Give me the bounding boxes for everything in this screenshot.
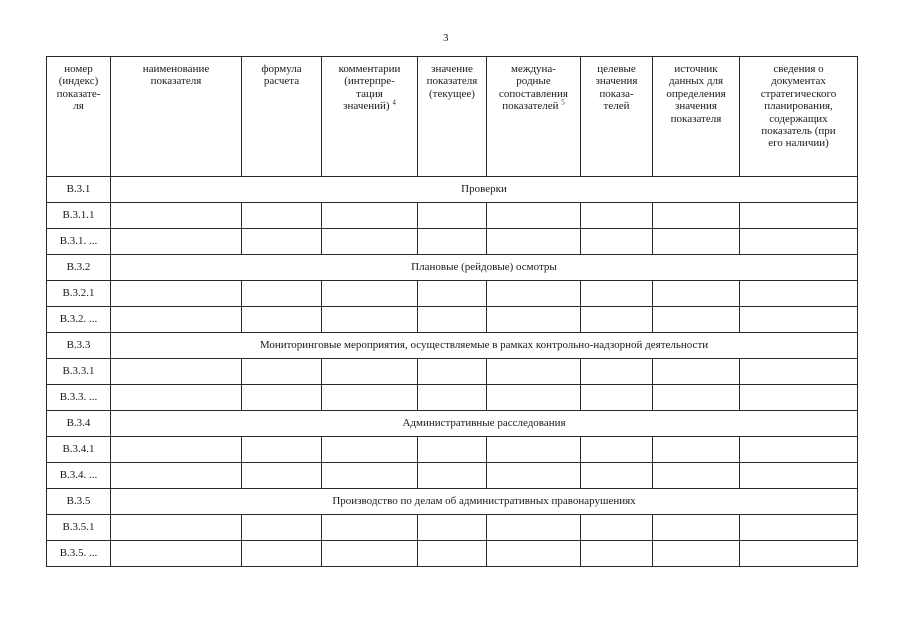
- row-code: B.3.3.1: [47, 359, 111, 385]
- header-international: [487, 57, 581, 177]
- empty-cell: [653, 229, 740, 255]
- empty-cell: [242, 359, 322, 385]
- empty-cell: [111, 463, 242, 489]
- empty-cell: [242, 463, 322, 489]
- empty-cell: [242, 307, 322, 333]
- section-title: Мониторинговые мероприятия, осуществляемые в рамках контрольно-надзорной деятельности: [111, 333, 858, 359]
- table-row: [47, 541, 858, 567]
- empty-cell: [581, 463, 653, 489]
- empty-cell: [322, 281, 418, 307]
- empty-cell: [242, 541, 322, 567]
- empty-cell: [111, 203, 242, 229]
- empty-cell: [242, 437, 322, 463]
- empty-cell: [111, 307, 242, 333]
- header-text-line: показателя: [150, 75, 202, 88]
- empty-cell: [581, 437, 653, 463]
- empty-cell: [653, 541, 740, 567]
- header-text-line: номер: [64, 63, 93, 75]
- row-code: B.3.4. ...: [47, 463, 111, 489]
- header-text-line: тация: [356, 87, 383, 100]
- header-text-line: наименование: [142, 63, 210, 75]
- empty-cell: [322, 307, 418, 333]
- empty-cell: [418, 229, 487, 255]
- header-text-line: значение: [431, 63, 473, 75]
- empty-cell: [418, 515, 487, 541]
- empty-cell: [111, 541, 242, 567]
- empty-cell: [740, 385, 858, 411]
- header-text-line: формула: [261, 63, 302, 75]
- empty-cell: [242, 229, 322, 255]
- empty-cell: [487, 463, 581, 489]
- header-text-line: показатель (при: [761, 125, 836, 138]
- empty-cell: [740, 359, 858, 385]
- empty-cell: [418, 203, 487, 229]
- header-text-line: значения: [595, 75, 638, 88]
- header-text-line: сопоставления: [498, 87, 568, 100]
- header-row: [47, 57, 858, 177]
- header-text-line: показателя: [426, 75, 478, 88]
- header-text-line: содержащих: [769, 112, 828, 125]
- header-text-line: расчета: [263, 75, 300, 88]
- empty-cell: [740, 229, 858, 255]
- empty-cell: [581, 229, 653, 255]
- row-code: B.3.5. ...: [47, 541, 111, 567]
- header-text-line: значения: [675, 100, 717, 113]
- empty-cell: [740, 515, 858, 541]
- empty-cell: [653, 203, 740, 229]
- empty-cell: [322, 463, 418, 489]
- table-row: [47, 515, 858, 541]
- header-text-line: показате-: [56, 87, 101, 100]
- empty-cell: [740, 463, 858, 489]
- empty-cell: [653, 281, 740, 307]
- header-comments: [322, 57, 418, 177]
- section-row: [47, 255, 858, 281]
- empty-cell: [242, 203, 322, 229]
- empty-cell: [653, 307, 740, 333]
- header-text-line: (индекс): [58, 75, 99, 88]
- empty-cell: [487, 359, 581, 385]
- empty-cell: [487, 385, 581, 411]
- empty-cell: [418, 437, 487, 463]
- empty-cell: [242, 281, 322, 307]
- empty-cell: [487, 515, 581, 541]
- empty-cell: [740, 307, 858, 333]
- section-title: Административные расследования: [111, 411, 858, 437]
- empty-cell: [322, 229, 418, 255]
- page-number: 3: [443, 32, 449, 44]
- header-current-value: [418, 57, 487, 177]
- empty-cell: [581, 541, 653, 567]
- header-formula: [242, 57, 322, 177]
- header-text-line: комментарии: [338, 63, 401, 75]
- empty-cell: [322, 437, 418, 463]
- footnote-marker: 5: [561, 98, 565, 107]
- table-row: [47, 307, 858, 333]
- table-row: [47, 463, 858, 489]
- header-text-line: его наличии): [768, 137, 829, 150]
- table-row: [47, 281, 858, 307]
- header-text-line: показателей $^5$: [502, 98, 565, 113]
- empty-cell: [242, 385, 322, 411]
- empty-cell: [111, 281, 242, 307]
- header-target-values: [581, 57, 653, 177]
- header-text-line: телей: [603, 100, 630, 113]
- section-title: Проверки: [111, 177, 858, 203]
- empty-cell: [740, 541, 858, 567]
- section-row: [47, 411, 858, 437]
- indicators-table: [46, 56, 858, 567]
- section-row: [47, 489, 858, 515]
- empty-cell: [418, 307, 487, 333]
- empty-cell: [653, 359, 740, 385]
- row-code: B.3.2: [47, 255, 111, 281]
- empty-cell: [418, 385, 487, 411]
- empty-cell: [111, 229, 242, 255]
- empty-cell: [581, 515, 653, 541]
- empty-cell: [740, 437, 858, 463]
- table-body: [47, 177, 858, 567]
- empty-cell: [487, 281, 581, 307]
- empty-cell: [322, 203, 418, 229]
- section-row: [47, 177, 858, 203]
- section-title: Плановые (рейдовые) осмотры: [111, 255, 858, 281]
- empty-cell: [242, 515, 322, 541]
- header-text-line: целевые: [597, 63, 636, 75]
- empty-cell: [111, 437, 242, 463]
- empty-cell: [111, 515, 242, 541]
- empty-cell: [653, 515, 740, 541]
- row-code: B.3.5.1: [47, 515, 111, 541]
- header-text-line: показа-: [599, 87, 634, 100]
- row-code: B.3.1. ...: [47, 229, 111, 255]
- header-text-line: сведения о: [773, 63, 824, 75]
- empty-cell: [111, 385, 242, 411]
- empty-cell: [653, 437, 740, 463]
- row-code: B.3.1.1: [47, 203, 111, 229]
- row-code: B.3.4: [47, 411, 111, 437]
- header-text-line: планирования,: [764, 100, 833, 113]
- table-row: [47, 437, 858, 463]
- table-row: [47, 203, 858, 229]
- header-text-line: документах: [771, 75, 826, 88]
- empty-cell: [111, 359, 242, 385]
- empty-cell: [418, 281, 487, 307]
- empty-cell: [322, 385, 418, 411]
- table-row: [47, 229, 858, 255]
- empty-cell: [581, 359, 653, 385]
- empty-cell: [487, 541, 581, 567]
- header-strategic-docs: [740, 57, 858, 177]
- row-code: B.3.2. ...: [47, 307, 111, 333]
- empty-cell: [653, 385, 740, 411]
- empty-cell: [653, 463, 740, 489]
- empty-cell: [418, 541, 487, 567]
- header-text-line: источник: [674, 63, 718, 75]
- section-title: Производство по делам об административных правонарушениях: [111, 489, 858, 515]
- row-code: B.3.4.1: [47, 437, 111, 463]
- empty-cell: [487, 229, 581, 255]
- header-text-line: данных для: [668, 75, 724, 88]
- header-text-line: значений) $^4$: [343, 98, 396, 113]
- header-text-line: показателя: [670, 112, 722, 125]
- table-row: [47, 385, 858, 411]
- header-text-line: родные: [516, 75, 551, 88]
- header-text-line: ля: [73, 100, 84, 113]
- footnote-marker: 4: [392, 98, 396, 107]
- row-code: B.3.5: [47, 489, 111, 515]
- header-text-line: междуна-: [511, 63, 556, 75]
- header-text-line: определения: [666, 87, 726, 100]
- empty-cell: [581, 281, 653, 307]
- empty-cell: [418, 463, 487, 489]
- empty-cell: [581, 307, 653, 333]
- empty-cell: [487, 203, 581, 229]
- empty-cell: [487, 437, 581, 463]
- empty-cell: [740, 281, 858, 307]
- section-row: [47, 333, 858, 359]
- empty-cell: [581, 203, 653, 229]
- table-row: [47, 359, 858, 385]
- header-text-line: (интерпре-: [344, 75, 395, 88]
- empty-cell: [740, 203, 858, 229]
- header-index: [47, 57, 111, 177]
- header-data-source: [653, 57, 740, 177]
- row-code: B.3.3: [47, 333, 111, 359]
- header-name: [111, 57, 242, 177]
- empty-cell: [322, 541, 418, 567]
- row-code: B.3.1: [47, 177, 111, 203]
- row-code: B.3.2.1: [47, 281, 111, 307]
- empty-cell: [322, 515, 418, 541]
- header-text-line: (текущее): [429, 87, 475, 100]
- empty-cell: [418, 359, 487, 385]
- empty-cell: [581, 385, 653, 411]
- row-code: B.3.3. ...: [47, 385, 111, 411]
- empty-cell: [487, 307, 581, 333]
- empty-cell: [322, 359, 418, 385]
- header-text-line: стратегического: [760, 87, 837, 100]
